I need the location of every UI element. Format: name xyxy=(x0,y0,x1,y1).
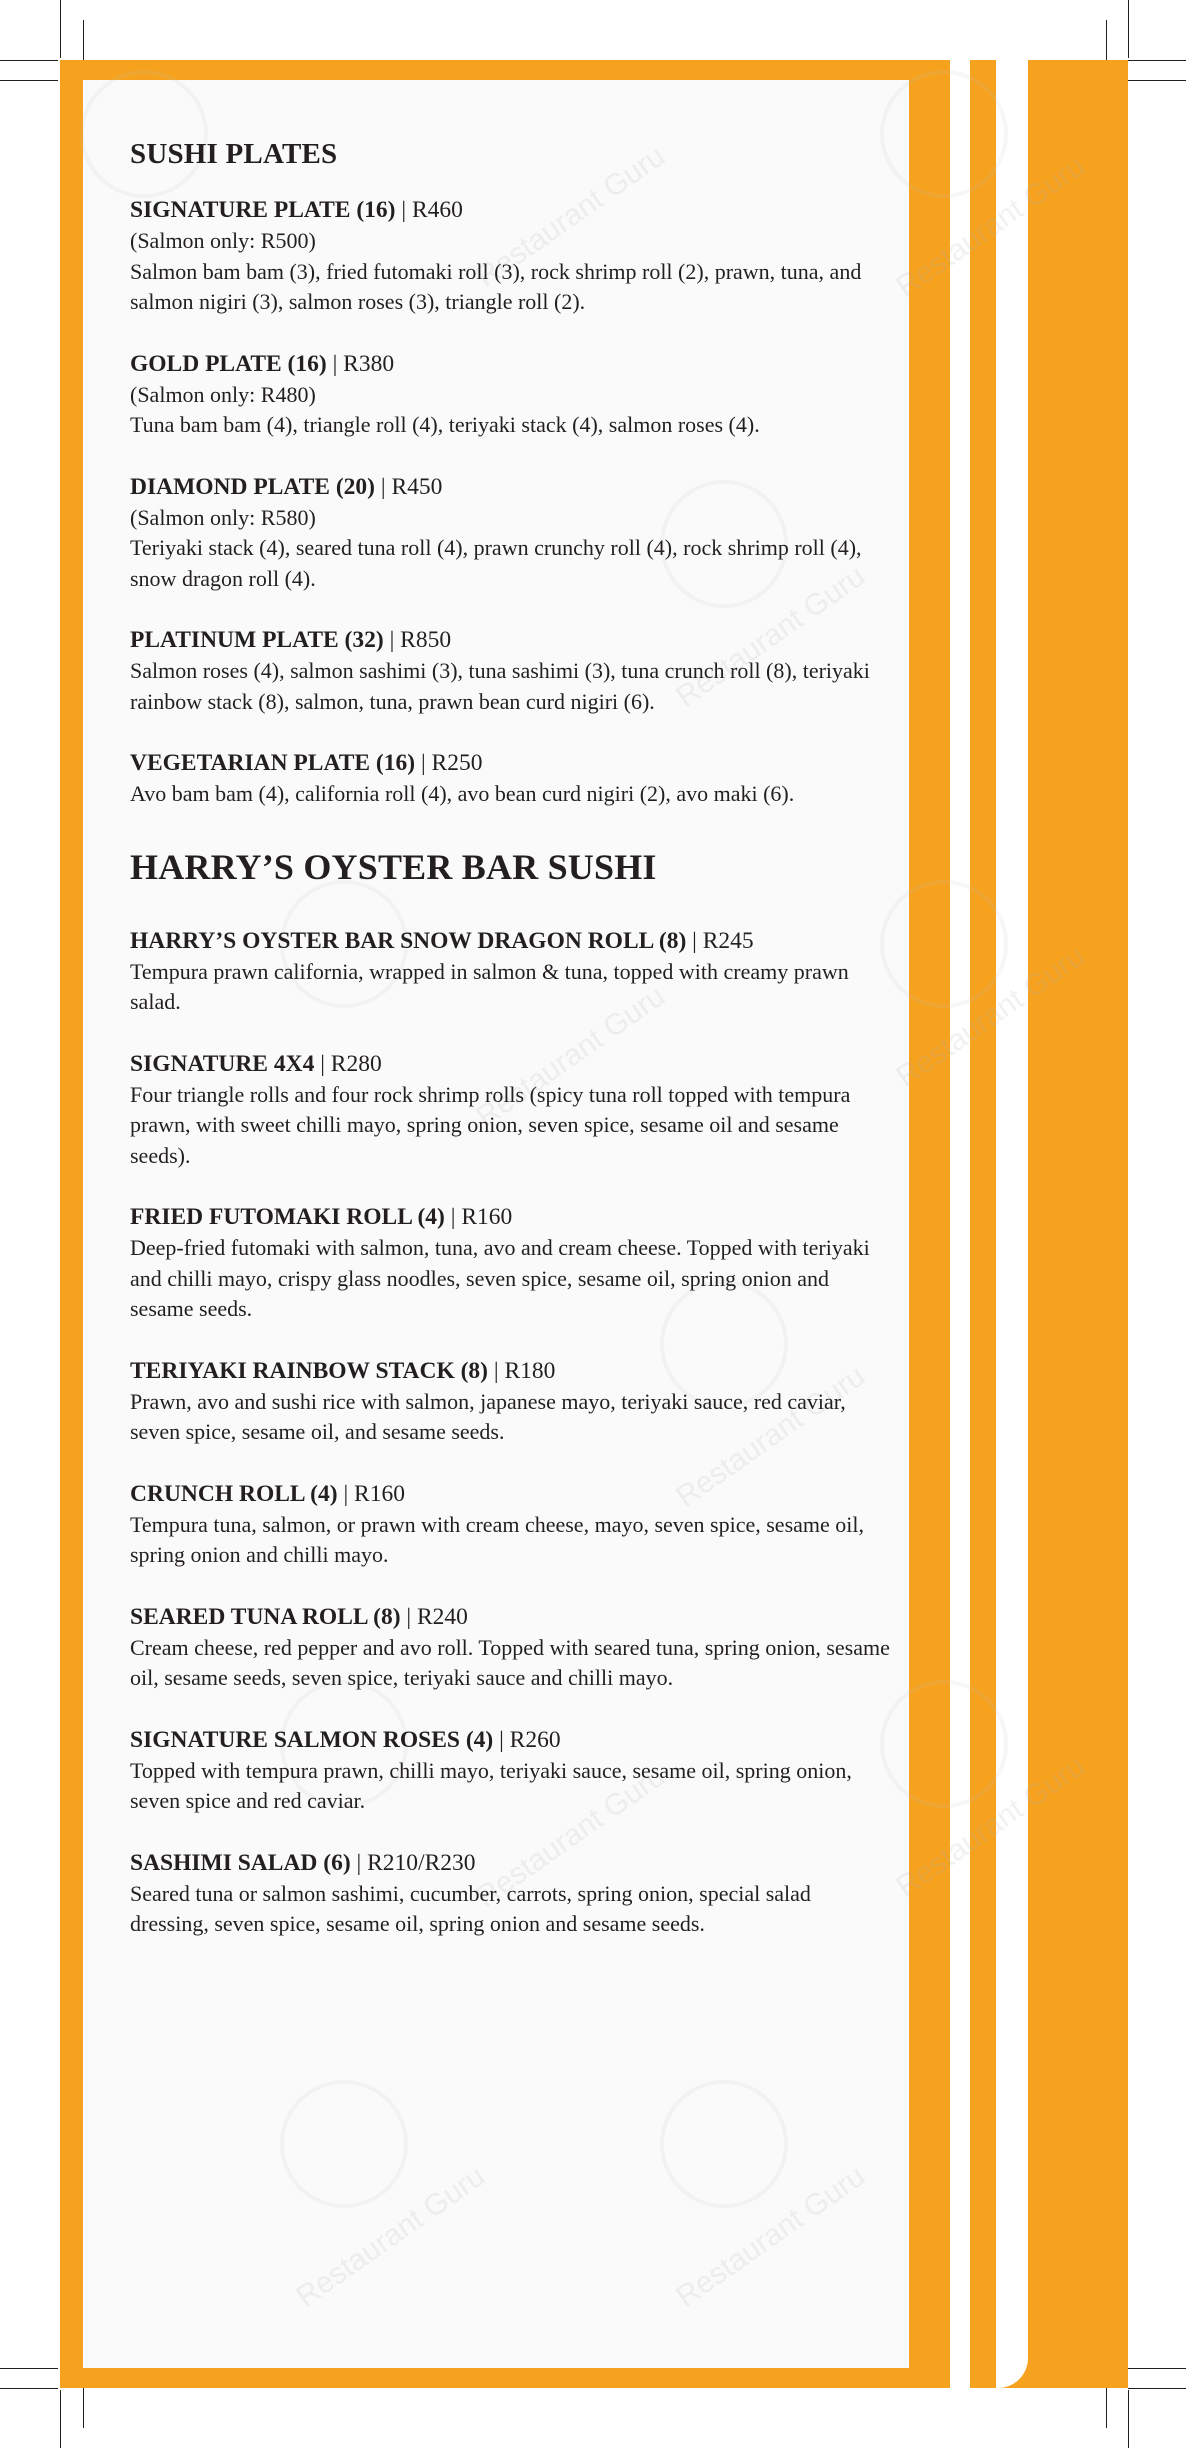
watermark-logo xyxy=(880,70,1008,198)
crop-mark xyxy=(1128,2368,1186,2369)
menu-item xyxy=(130,1848,890,1940)
crop-mark xyxy=(1128,60,1186,61)
menu-item-description: Deep-fried futomaki with salmon, tuna, avo and cream cheese. Topped with teriyaki and chilli mayo, crispy glass noodles, seven spice, sesame oil, spring onion and sesame seeds. xyxy=(130,1235,870,1321)
crop-mark xyxy=(60,2390,61,2448)
menu-item-description: Avo bam bam (4), california roll (4), avo bean curd nigiri (2), avo maki (6). xyxy=(130,781,795,806)
menu-item-heading xyxy=(130,472,890,503)
menu-item-heading xyxy=(130,1602,890,1633)
menu-item xyxy=(130,625,890,717)
menu-item-price: | R450 xyxy=(380,473,443,500)
menu-item-name: SIGNATURE 4X4 xyxy=(130,1050,315,1077)
crop-mark xyxy=(1128,2390,1129,2448)
white-stripe xyxy=(996,60,1028,2388)
menu-item-name: FRIED FUTOMAKI ROLL (4) xyxy=(130,1204,445,1230)
menu-item-description: Tuna bam bam (4), triangle roll (4), teriyaki stack (4), salmon roses (4). xyxy=(130,412,760,437)
menu-item-heading xyxy=(130,1049,890,1080)
menu-item-description: Cream cheese, red pepper and avo roll. Topped with seared tuna, spring onion, sesame oil, sesame seeds, seven spice, teriyaki sauce and chilli mayo. xyxy=(130,1634,890,1690)
menu-item-heading xyxy=(130,349,890,380)
crop-mark xyxy=(60,0,61,58)
section-title: HARRY’S OYSTER BAR SUSHI xyxy=(130,846,657,887)
menu-item-price: | R240 xyxy=(406,1603,468,1630)
crop-mark xyxy=(1128,2388,1186,2389)
menu-item-note: (Salmon only: R500) xyxy=(130,228,316,253)
menu-item-description: Prawn, avo and sushi rice with salmon, japanese mayo, teriyaki sauce, red caviar, seven spice, sesame oil, and sesame seeds. xyxy=(130,1388,846,1444)
menu-item-heading xyxy=(130,1202,890,1233)
menu-item-description: Salmon roses (4), salmon sashimi (3), tuna sashimi (3), tuna crunch roll (8), teriyaki rainbow stack (8), salmon, tuna, prawn bean curd nigiri (6). xyxy=(130,658,870,714)
menu-item-heading xyxy=(130,625,890,656)
menu-item xyxy=(130,748,890,810)
menu-item xyxy=(130,349,890,441)
menu-item-heading xyxy=(130,1479,890,1510)
menu-item-name: PLATINUM PLATE (32) xyxy=(130,627,384,653)
menu-item-note: (Salmon only: R580) xyxy=(130,504,316,530)
crop-mark xyxy=(0,80,58,81)
menu-item-price: | R250 xyxy=(420,750,483,776)
menu-item-heading xyxy=(130,195,890,226)
menu-item-price: | R850 xyxy=(389,627,452,653)
menu-item-price: | R260 xyxy=(499,1726,561,1753)
menu-item xyxy=(130,926,890,1018)
menu-item-name: SASHIMI SALAD (6) xyxy=(130,1849,351,1876)
menu-item-description: Seared tuna or salmon sashimi, cucumber, carrots, spring onion, special salad dressing, seven spice, sesame oil, spring onion and sesame seeds. xyxy=(130,1880,811,1936)
menu-item xyxy=(130,472,890,595)
crop-mark xyxy=(1128,80,1186,81)
menu-item xyxy=(130,1202,890,1325)
menu-item-price: | R460 xyxy=(401,197,463,223)
crop-mark xyxy=(0,60,58,61)
menu-item-heading xyxy=(130,926,890,957)
section-title: SUSHI PLATES xyxy=(130,138,338,170)
menu-item-name: GOLD PLATE (16) xyxy=(130,350,327,377)
menu-item-price: | R245 xyxy=(692,927,754,954)
menu-item-description: Tempura prawn california, wrapped in salmon & tuna, topped with creamy prawn salad. xyxy=(130,958,849,1014)
menu-item-name: SIGNATURE SALMON ROSES (4) xyxy=(130,1726,494,1753)
menu-item-description: Topped with tempura prawn, chilli mayo, teriyaki sauce, sesame oil, spring onion, seven spice and red caviar. xyxy=(130,1757,852,1813)
watermark-logo xyxy=(280,2080,408,2208)
menu-item xyxy=(130,1356,890,1448)
menu-item-name: HARRY’S OYSTER BAR SNOW DRAGON ROLL (8) xyxy=(130,927,687,954)
menu-item-name: SEARED TUNA ROLL (8) xyxy=(130,1603,401,1630)
menu-item xyxy=(130,1049,890,1172)
menu-item-note: (Salmon only: R480) xyxy=(130,381,316,407)
menu-item-heading xyxy=(130,748,890,779)
menu-item-price: | R160 xyxy=(343,1480,405,1507)
menu-item-description: Tempura tuna, salmon, or prawn with cream cheese, mayo, seven spice, sesame oil, spring onion and chilli mayo. xyxy=(130,1511,864,1567)
white-stripe xyxy=(950,60,970,2388)
menu-item-heading xyxy=(130,1725,890,1756)
menu-item-name: DIAMOND PLATE (20) xyxy=(130,473,375,500)
menu-item-name: CRUNCH ROLL (4) xyxy=(130,1480,338,1507)
menu-item-heading xyxy=(130,1848,890,1879)
crop-mark xyxy=(1128,0,1129,58)
menu-content xyxy=(130,138,890,1971)
crop-mark xyxy=(0,2368,58,2369)
watermark-logo xyxy=(660,2080,788,2208)
menu-item-price: | R160 xyxy=(450,1204,513,1230)
menu-item xyxy=(130,1725,890,1817)
menu-item-description: Four triangle rolls and four rock shrimp rolls (spicy tuna roll topped with tempura prawn, with sweet chilli mayo, spring onion, seven spice, sesame oil and sesame seeds). xyxy=(130,1081,851,1168)
menu-item xyxy=(130,1602,890,1694)
menu-item-price: | R210/R230 xyxy=(356,1849,476,1876)
menu-item-description: Teriyaki stack (4), seared tuna roll (4), prawn crunchy roll (4), rock shrimp roll (4), snow dragon roll (4). xyxy=(130,535,862,591)
menu-item xyxy=(130,195,890,318)
watermark-logo xyxy=(880,1680,1008,1808)
menu-item-price: | R280 xyxy=(320,1050,382,1077)
menu-item-price: | R180 xyxy=(493,1357,556,1384)
menu-item-name: SIGNATURE PLATE (16) xyxy=(130,197,396,223)
menu-item-name: TERIYAKI RAINBOW STACK (8) xyxy=(130,1357,489,1384)
menu-item-description: Salmon bam bam (3), fried futomaki roll (3), rock shrimp roll (2), prawn, tuna, and salmon nigiri (3), salmon roses (3), triangle roll (2). xyxy=(130,258,862,314)
watermark-logo xyxy=(880,880,1008,1008)
menu-item-heading xyxy=(130,1356,890,1387)
menu-item xyxy=(130,1479,890,1571)
menu-item-price: | R380 xyxy=(332,350,395,377)
menu-item-name: VEGETARIAN PLATE (16) xyxy=(130,750,416,776)
crop-mark xyxy=(0,2388,58,2389)
